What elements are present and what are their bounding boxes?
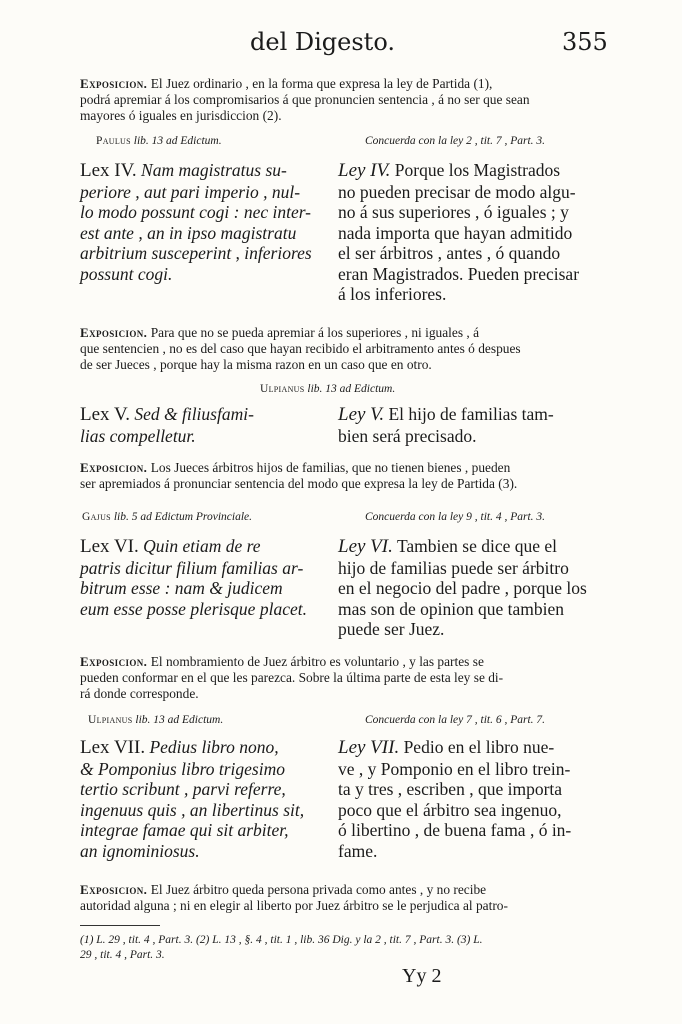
exposition-line: Exposicion. El nombramiento de Juez árbitro es voluntario , y las partes se [80, 654, 484, 669]
exposition-line: pueden conformar en el que les parezca. Sobre la última parte de esta ley se di- [80, 670, 504, 685]
exposition-line: podrá apremiar á los compromisarios á que pronuncien sentencia , á no ser que sean [80, 92, 530, 107]
exposition-1 [80, 76, 610, 124]
exposition-line: Exposicion. El Juez ordinario , en la forma que expresa la ley de Partida (1), [80, 76, 493, 91]
running-title: del Digesto. [250, 28, 395, 56]
exposition-line: ser apremiados á pronunciar sentencia del modo que expresa la ley de Partida (3). [80, 476, 518, 491]
law-number: Lex IV. [80, 160, 137, 181]
law-number: Lex V. [80, 404, 130, 425]
footnote-line: (1) L. 29 , tit. 4 , Part. 3. (2) L. 13 , §. 4 , tit. 1 , lib. 36 Dig. y la 2 , tit. 7 , Part. 3. (3) L. [80, 934, 483, 946]
spanish-text-ley-6: Ley VI. Tambien se dice que el hijo de familias puede ser árbitro en el negocio del padre , porque los mas son de opinion que tambien puede ser Juez. [338, 536, 587, 639]
citation-ulpianus-7: Ulpianus lib. 13 ad Edictum. [88, 714, 224, 726]
citation-gajus: Gajus lib. 5 ad Edictum Provinciale. [82, 511, 252, 523]
citation-concuerda-7: Concuerda con la ley 7 , tit. 6 , Part. 7. [365, 714, 546, 726]
law-number: Lex VI. [80, 536, 139, 557]
exposition-line: Exposicion. El Juez árbitro queda persona privada como antes , y no recibe [80, 882, 487, 897]
exposition-line: de ser Jueces , porque hay la misma razon en un caso que en otro. [80, 357, 432, 372]
spanish-text-ley-4: Ley IV. Porque los Magistrados no pueden precisar de modo algu- no á sus superiores , ó iguales ; y nada importa que hayan admitido el ser árbitros , antes , ó quando eran Magistrados. Pueden precisar á los inferiores. [338, 160, 580, 304]
latin-text-lex-4: Lex IV. Nam magistratus su- periore , aut pari imperio , nul- lo modo possunt cogi : nec inter- est ante , an in ipso magistratu arbitrium susceperint , inferiores possunt cogi. [80, 160, 312, 284]
exposition-label: Exposicion. [80, 882, 148, 897]
exposition-label: Exposicion. [80, 325, 148, 340]
latin-text-lex-5: Lex V. Sed & filiusfami- lias compelletur. [80, 404, 254, 446]
exposition-line: rá donde corresponde. [80, 686, 199, 701]
exposition-label: Exposicion. [80, 76, 148, 91]
latin-text-lex-6: Lex VI. Quin etiam de re patris dicitur filium familias ar- bitrum esse : nam & judicem eum esse posse plerisque placet. [80, 536, 307, 619]
law-number: Ley VII. [338, 737, 400, 758]
citation-paulus: Paulus lib. 13 ad Edictum. [96, 135, 222, 147]
citation-ulpianus-5: Ulpianus lib. 13 ad Edictum. [260, 383, 396, 395]
footnote-rule [80, 925, 160, 926]
citation-concuerda-4: Concuerda con la ley 2 , tit. 7 , Part. 3. [365, 135, 546, 147]
spanish-text-ley-5: Ley V. El hijo de familias tam- bien será precisado. [338, 404, 554, 446]
exposition-line: Exposicion. Para que no se pueda apremiar á los superiores , ni iguales , á [80, 325, 480, 340]
exposition-2 [80, 325, 610, 373]
exposition-line: mayores ó iguales en jurisdiccion (2). [80, 108, 282, 123]
exposition-5 [80, 882, 610, 914]
exposition-4 [80, 654, 610, 702]
latin-text-lex-7: Lex VII. Pedius libro nono, & Pomponius libro trigesimo tertio scribunt , parvi referre, ingenuus quis , an libertinus sit, integrae famae qui sit arbiter, an ignominiosus. [80, 737, 305, 861]
exposition-3 [80, 460, 610, 492]
law-number: Lex VII. [80, 737, 146, 758]
exposition-line: que sentencien , no es del caso que hayan recibido el arbitramento antes ó despues [80, 341, 521, 356]
law-number: Ley VI. [338, 536, 393, 557]
exposition-line: autoridad alguna ; ni en elegir al liberto por Juez árbitro se le perjudica al patro- [80, 898, 508, 913]
law-number: Ley V. [338, 404, 385, 425]
law-number: Ley IV. [338, 160, 391, 181]
signature-mark: Yy 2 [402, 965, 442, 987]
exposition-label: Exposicion. [80, 654, 148, 669]
exposition-label: Exposicion. [80, 460, 148, 475]
citation-concuerda-6: Concuerda con la ley 9 , tit. 4 , Part. 3. [365, 511, 546, 523]
exposition-line: Exposicion. Los Jueces árbitros hijos de familias, que no tienen bienes , pueden [80, 460, 511, 475]
footnote-line: 29 , tit. 4 , Part. 3. [80, 949, 165, 961]
spanish-text-ley-7: Ley VII. Pedio en el libro nue- ve , y Pomponio en el libro trein- ta y tres , escriben , que importa poco que el árbitro sea ingenuo, ó libertino , de buena fama , ó in- fame. [338, 737, 572, 861]
footnotes [80, 933, 610, 963]
page-number: 355 [562, 28, 608, 56]
